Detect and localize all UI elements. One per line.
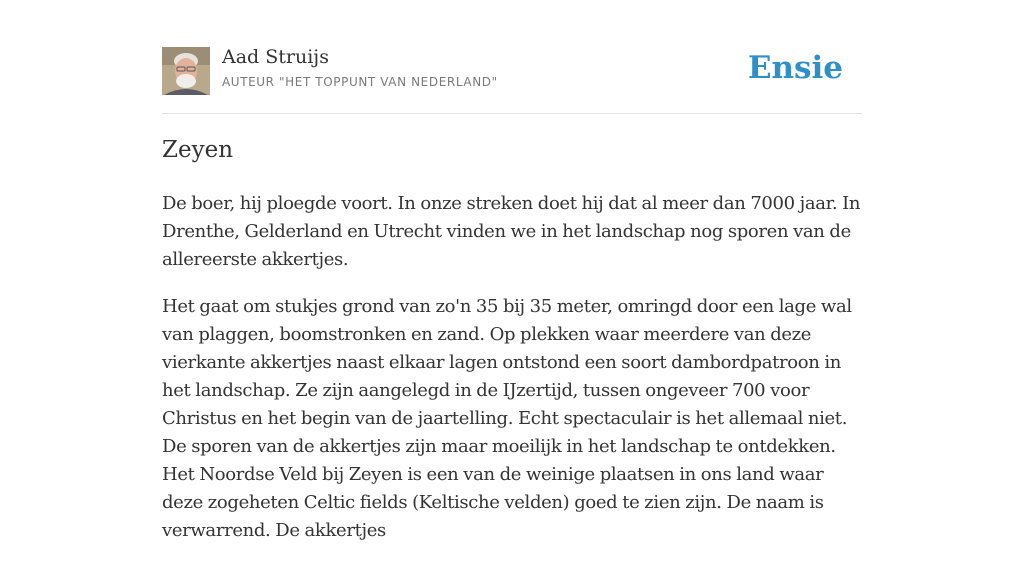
avatar-portrait-icon [162, 47, 210, 95]
author-name[interactable]: Aad Struijs [222, 46, 329, 68]
header-divider [162, 113, 862, 114]
author-bio: AUTEUR "HET TOPPUNT VAN NEDERLAND" [222, 75, 498, 89]
article-paragraph: Het gaat om stukjes grond van zo'n 35 bij 35 meter, omringd door een lage wal van plaggen, boomstronken en zand. Op plekken waar meerdere van deze vierkante akkertjes naast elkaar lagen ontstond een soort dambordpatroon in het landschap. Ze zijn aangelegd in de IJzertijd, tussen ongeveer 700 voor Christus en het begin van de jaartelling. Echt spectaculair is het allemaal niet. De sporen van de akkertjes zijn maar moeilijk in het landschap te ontdekken. Het Noordse Veld bij Zeyen is een van de weinige plaatsen in ons land waar deze zogeheten Celtic fields (Keltische velden) goed te zien zijn. De naam is verwarrend. De akkertjes [162, 296, 852, 541]
article-title: Zeyen [162, 137, 234, 163]
author-header [162, 46, 862, 96]
ensie-logo[interactable]: Ensie [747, 50, 843, 86]
article-paragraph: De boer, hij ploegde voort. In onze streken doet hij dat al meer dan 7000 jaar. In Drenthe, Gelderland en Utrecht vinden we in het landschap nog sporen van de allereerste akkertjes. [162, 193, 861, 270]
author-avatar[interactable] [162, 47, 210, 95]
article-body [162, 190, 864, 564]
